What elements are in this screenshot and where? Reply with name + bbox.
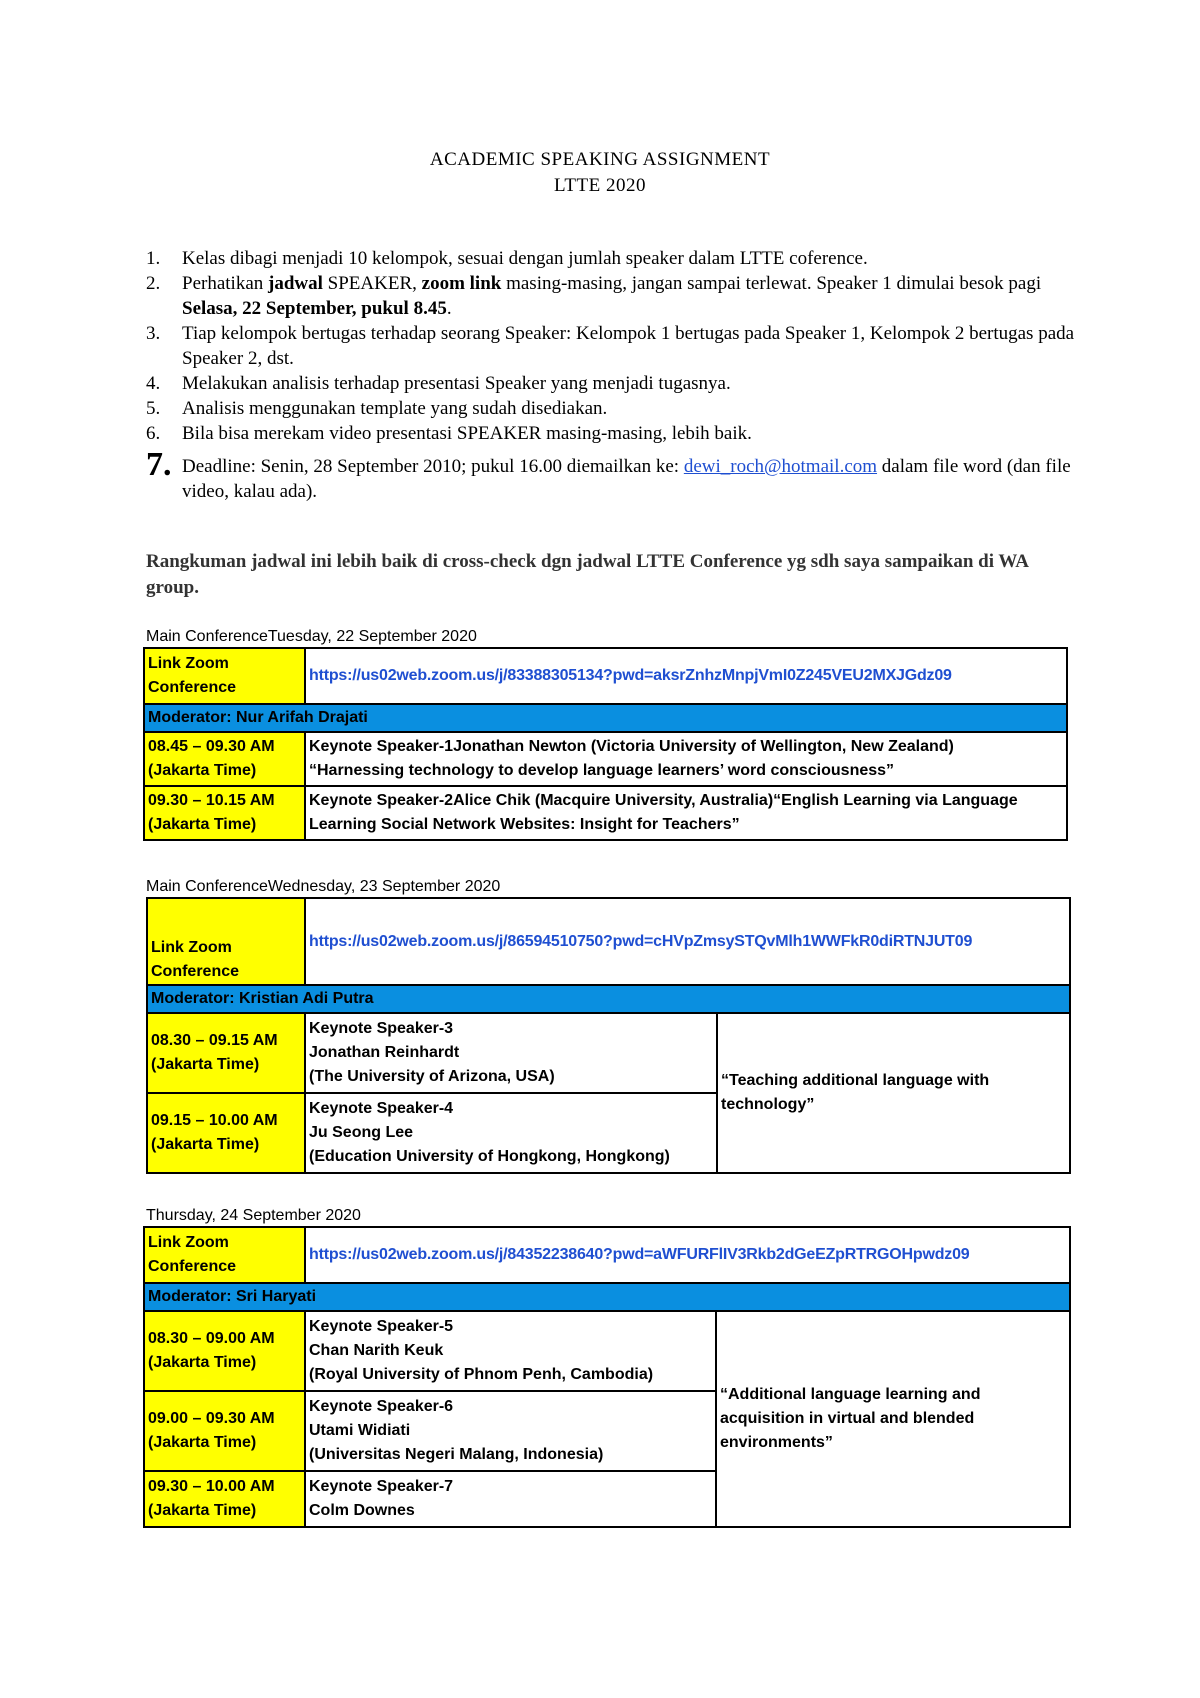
task-emphasis: jadwal <box>268 273 323 294</box>
speaker-number: Keynote Speaker-4 <box>309 1100 454 1117</box>
task-number: 2. <box>146 273 161 294</box>
table-row <box>144 732 1067 786</box>
session-time: 08.30 – 09.00 AM <box>148 1330 275 1347</box>
speaker-name: Ju Seong Lee <box>309 1124 414 1141</box>
task-item <box>146 371 1076 396</box>
task-item <box>146 421 1076 446</box>
document-subtitle: LTTE 2020 <box>554 175 646 196</box>
speaker-number: Keynote Speaker-3 <box>309 1020 454 1037</box>
table-row <box>144 704 1067 732</box>
speaker-cell <box>305 786 1067 840</box>
speaker-name: Colm Downes <box>309 1502 415 1519</box>
speaker-cell <box>305 1093 717 1173</box>
moderator-cell: Moderator: Nur Arifah Drajati <box>144 704 1067 732</box>
speaker-cell <box>305 1013 717 1093</box>
link-label-cell: Link Zoom Conference <box>144 1227 305 1283</box>
speaker-cell <box>305 1311 716 1391</box>
task-number: 7. <box>146 446 172 483</box>
session-zone: (Jakarta Time) <box>148 1354 257 1371</box>
task-item <box>146 396 1076 421</box>
task-text: Perhatikan <box>182 273 269 294</box>
task-item <box>146 446 1076 504</box>
task-number: 3. <box>146 323 161 344</box>
task-number: 1. <box>146 248 161 269</box>
talk-title: “Harnessing technology to develop language learners’ word consciousness” <box>309 762 895 779</box>
task-emphasis: zoom link <box>421 273 502 294</box>
time-cell <box>147 1013 305 1093</box>
day-label: Main ConferenceTuesday, 22 September 2020 <box>146 628 477 645</box>
task-text: Analisis menggunakan template yang sudah disediakan. <box>182 398 608 419</box>
task-number: 4. <box>146 373 161 394</box>
table-row <box>144 1311 1070 1391</box>
speaker-affiliation: (Universitas Negeri Malang, Indonesia) <box>309 1446 604 1463</box>
table-row <box>147 898 1070 985</box>
task-text: . <box>446 298 452 319</box>
speaker-affiliation: (The University of Arizona, USA) <box>309 1068 555 1085</box>
time-cell <box>147 1093 305 1173</box>
speaker-number: Keynote Speaker-6 <box>309 1398 454 1415</box>
topic-cell <box>717 1013 1070 1173</box>
table-row <box>144 1283 1070 1311</box>
session-time: 09.00 – 09.30 AM <box>148 1410 275 1427</box>
task-text: Tiap kelompok bertugas terhadap seorang Speaker: Kelompok 1 bertugas pada Speaker 1, Kelompok 2 bertugas pada Speaker 2, dst. <box>182 323 1075 369</box>
zoom-link[interactable]: https://us02web.zoom.us/j/83388305134?pwd=aksrZnhzMnpjVmI0Z245VEU2MXJGdz09 <box>305 648 1067 704</box>
task-text: SPEAKER, <box>322 273 422 294</box>
task-number: 5. <box>146 398 161 419</box>
session-zone: (Jakarta Time) <box>151 1136 260 1153</box>
table-row <box>144 786 1067 840</box>
document-title: ACADEMIC SPEAKING ASSIGNMENT <box>429 149 771 170</box>
session-zone: (Jakarta Time) <box>148 1502 257 1519</box>
session-zone: (Jakarta Time) <box>148 816 257 833</box>
session-topic: “Teaching additional language with technology” <box>721 1072 990 1113</box>
task-text: Deadline: Senin, 28 September 2010; pukul 16.00 diemailkan ke: <box>182 456 684 477</box>
speaker-name: Utami Widiati <box>309 1422 411 1439</box>
table-row <box>144 1227 1070 1283</box>
session-time: 09.30 – 10.15 AM <box>148 792 275 809</box>
speaker-info: Keynote Speaker-2Alice Chik (Macquire University, Australia)“English Learning via Language <box>309 792 1018 809</box>
speaker-cell <box>305 732 1067 786</box>
topic-cell <box>716 1311 1070 1527</box>
email-link[interactable]: dewi_roch@hotmail.com <box>683 456 878 477</box>
task-list <box>146 246 1076 504</box>
link-label-cell: Link Zoom Conference <box>147 898 305 985</box>
task-emphasis: Selasa, 22 September, pukul 8.45 <box>182 298 447 319</box>
time-cell <box>144 1311 305 1391</box>
task-item <box>146 321 1076 371</box>
session-time: 09.15 – 10.00 AM <box>151 1112 278 1129</box>
schedule-table <box>143 647 1068 841</box>
moderator-cell: Moderator: Sri Haryati <box>144 1283 1070 1311</box>
task-text: dalam file word (dan file video, kalau ada). <box>182 456 1071 502</box>
speaker-number: Keynote Speaker-5 <box>309 1318 454 1335</box>
task-text: masing-masing, jangan sampai terlewat. Speaker 1 dimulai besok pagi <box>501 273 1042 294</box>
speaker-cell <box>305 1471 716 1527</box>
session-zone: (Jakarta Time) <box>148 762 257 779</box>
session-topic: “Additional language learning and acquisition in virtual and blended environments” <box>720 1386 981 1451</box>
speaker-name: Chan Narith Keuk <box>309 1342 444 1359</box>
time-cell <box>144 732 305 786</box>
table-row <box>144 648 1067 704</box>
time-cell <box>144 786 305 840</box>
task-text: Kelas dibagi menjadi 10 kelompok, sesuai dengan jumlah speaker dalam LTTE coference. <box>182 248 868 269</box>
task-item <box>146 271 1076 321</box>
schedule-table <box>146 897 1071 1174</box>
speaker-name: Jonathan Reinhardt <box>309 1044 460 1061</box>
day-label: Thursday, 24 September 2020 <box>146 1207 361 1224</box>
day-label: Main ConferenceWednesday, 23 September 2020 <box>146 878 501 895</box>
zoom-link[interactable]: https://us02web.zoom.us/j/86594510750?pwd=cHVpZmsySTQvMlh1WWFkR0diRTNJUT09 <box>305 898 1070 985</box>
table-row <box>147 1013 1070 1093</box>
link-label-cell: Link Zoom Conference <box>144 648 305 704</box>
speaker-cell <box>305 1391 716 1471</box>
time-cell <box>144 1391 305 1471</box>
session-zone: (Jakarta Time) <box>148 1434 257 1451</box>
task-item <box>146 246 1076 271</box>
zoom-link[interactable]: https://us02web.zoom.us/j/84352238640?pwd=aWFURFlIV3Rkb2dGeEZpRTRGOHpwdz09 <box>305 1227 1070 1283</box>
session-zone: (Jakarta Time) <box>151 1056 260 1073</box>
session-time: 08.30 – 09.15 AM <box>151 1032 278 1049</box>
speaker-number: Keynote Speaker-7 <box>309 1478 454 1495</box>
speaker-affiliation: (Royal University of Phnom Penh, Cambodia) <box>309 1366 654 1383</box>
speaker-affiliation: (Education University of Hongkong, Hongkong) <box>309 1148 670 1165</box>
session-time: 08.45 – 09.30 AM <box>148 738 275 755</box>
schedule-table <box>143 1226 1071 1528</box>
table-row <box>147 985 1070 1013</box>
task-number: 6. <box>146 423 161 444</box>
talk-title: Learning Social Network Websites: Insight for Teachers” <box>309 816 740 833</box>
session-time: 09.30 – 10.00 AM <box>148 1478 275 1495</box>
document-title-block <box>0 147 1200 199</box>
task-text: Melakukan analisis terhadap presentasi Speaker yang menjadi tugasnya. <box>182 373 731 394</box>
moderator-cell: Moderator: Kristian Adi Putra <box>147 985 1070 1013</box>
summary-note: Rangkuman jadwal ini lebih baik di cross-check dgn jadwal LTTE Conference yg sdh saya sampaikan di WA group. <box>146 551 1028 598</box>
speaker-info: Keynote Speaker-1Jonathan Newton (Victoria University of Wellington, New Zealand) <box>309 738 954 755</box>
time-cell <box>144 1471 305 1527</box>
task-text: Bila bisa merekam video presentasi SPEAKER masing-masing, lebih baik. <box>182 423 752 444</box>
